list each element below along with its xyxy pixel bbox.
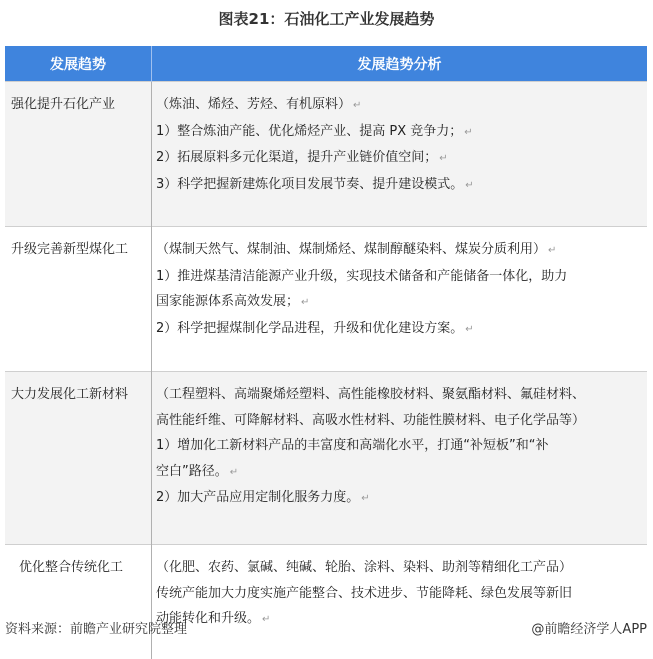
trend-name: 优化整合传统化工 — [5, 555, 151, 581]
table-row — [5, 372, 647, 545]
table-header-row — [5, 46, 647, 82]
table-row — [5, 545, 647, 659]
table-row — [5, 227, 647, 372]
paragraph-mark-icon: ↵ — [361, 493, 369, 504]
analysis-line: （化肥、农药、氯碱、纯碱、轮胎、涂料、染料、助剂等精细化工产品） — [156, 555, 647, 581]
paragraph-mark-icon: ↵ — [465, 180, 473, 191]
header-analysis: 发展趋势分析 — [152, 46, 648, 82]
trend-table — [5, 46, 647, 659]
analysis-cell — [152, 82, 648, 227]
analysis-line: 3）科学把握新建炼化项目发展节奏、提升建设模式。 ↵ — [156, 172, 647, 199]
analysis-line: 1）整合炼油产能、优化烯烃产业、提高 PX 竞争力； ↵ — [156, 119, 647, 146]
paragraph-mark-icon: ↵ — [464, 127, 472, 138]
source-note: 资料来源：前瞻产业研究院整理 — [5, 618, 187, 637]
trend-cell — [5, 372, 152, 545]
credit-note: @前瞻经济学人APP — [531, 618, 647, 637]
paragraph-mark-icon: ↵ — [548, 245, 556, 256]
paragraph-mark-icon: ↵ — [301, 297, 309, 308]
paragraph-mark-icon: ↵ — [230, 467, 238, 478]
table-row — [5, 82, 647, 227]
analysis-line: （炼油、烯烃、芳烃、有机原料） ↵ — [156, 92, 647, 119]
analysis-line: 2）科学把握煤制化学品进程，升级和优化建设方案。 ↵ — [156, 316, 647, 343]
paragraph-mark-icon: ↵ — [439, 153, 447, 164]
trend-name: 升级完善新型煤化工 — [5, 237, 151, 263]
analysis-line: 2）拓展原料多元化渠道，提升产业链价值空间； ↵ — [156, 145, 647, 172]
analysis-line: 动能转化和升级。 ↵ — [156, 606, 647, 633]
paragraph-mark-icon: ↵ — [353, 100, 361, 111]
trend-name: 大力发展化工新材料 — [5, 382, 151, 408]
trend-cell — [5, 82, 152, 227]
paragraph-mark-icon: ↵ — [465, 324, 473, 335]
paragraph-mark-icon: ↵ — [262, 614, 270, 625]
figure-title: 图表21：石油化工产业发展趋势 — [0, 8, 653, 29]
analysis-line: 空白”路径。 ↵ — [156, 459, 647, 486]
analysis-cell — [152, 545, 648, 659]
analysis-line: 1）增加化工新材料产品的丰富度和高端化水平，打通“补短板”和“补 — [156, 433, 647, 459]
trend-name: 强化提升石化产业 — [5, 92, 151, 118]
analysis-line: 高性能纤维、可降解材料、高吸水性材料、功能性膜材料、电子化学品等） — [156, 408, 647, 434]
analysis-line: （煤制天然气、煤制油、煤制烯烃、煤制醇醚染料、煤炭分质利用） ↵ — [156, 237, 647, 264]
analysis-cell — [152, 372, 648, 545]
trend-cell — [5, 227, 152, 372]
analysis-line: 1）推进煤基清洁能源产业升级，实现技术储备和产能储备一体化，助力 — [156, 264, 647, 290]
analysis-line: 传统产能加大力度实施产能整合、技术进步、节能降耗、绿色发展等新旧 — [156, 581, 647, 607]
trend-cell — [5, 545, 152, 659]
analysis-line: 国家能源体系高效发展； ↵ — [156, 289, 647, 316]
header-trend: 发展趋势 — [5, 46, 152, 82]
analysis-cell — [152, 227, 648, 372]
analysis-line: （工程塑料、高端聚烯烃塑料、高性能橡胶材料、聚氨酯材料、氟硅材料、 — [156, 382, 647, 408]
analysis-line: 2）加大产品应用定制化服务力度。 ↵ — [156, 485, 647, 512]
